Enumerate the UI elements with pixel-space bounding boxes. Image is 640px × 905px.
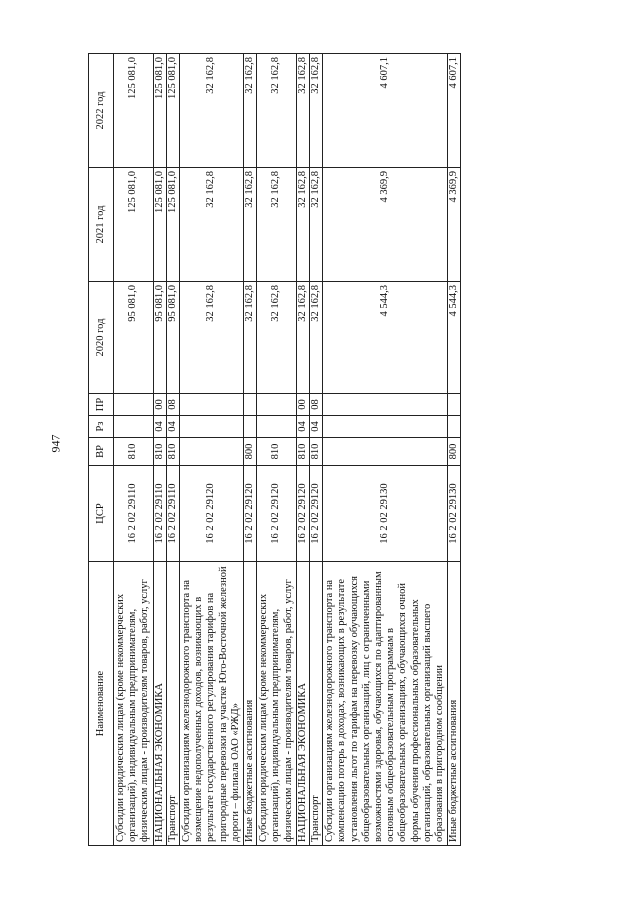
row-2021: 4 369,9 [323,168,448,282]
row-csr: 16 2 02 29120 [257,466,297,562]
table-row [323,54,448,846]
table-row [310,54,323,846]
row-vr: 810 [114,438,154,466]
table-header-row [89,54,114,846]
budget-table [88,53,461,846]
row-2020: 32 162,8 [310,282,323,394]
row-rz: 04 [153,416,166,438]
row-vr: 810 [310,438,323,466]
row-2022: 4 607,1 [323,54,448,168]
row-2021: 32 162,8 [310,168,323,282]
row-csr: 16 2 02 29110 [166,466,179,562]
budget-table-container [88,54,558,846]
row-2022: 125 081,0 [166,54,179,168]
table-row [448,54,461,846]
row-rz [257,416,297,438]
row-2021: 4 369,9 [448,168,461,282]
table-row [296,54,309,846]
table-row [114,54,154,846]
table-row [244,54,257,846]
row-2021: 125 081,0 [153,168,166,282]
header-2022: 2022 год [89,54,114,168]
row-2022: 32 162,8 [244,54,257,168]
row-name: Субсидии организациям железнодорожного транспорта на возмещение недополученных доходов, возникающих в результате государственного регулирования тарифов на пригородные перевозки на участке Юго-Восточной железной дороги – филиала ОАО «РЖД» [180,562,244,846]
row-vr [180,438,244,466]
header-rz: Рз [89,416,114,438]
row-csr: 16 2 02 29120 [296,466,309,562]
row-2022: 32 162,8 [310,54,323,168]
row-csr: 16 2 02 29130 [448,466,461,562]
row-vr: 800 [448,438,461,466]
row-2020: 32 162,8 [257,282,297,394]
row-vr: 800 [244,438,257,466]
header-2021: 2021 год [89,168,114,282]
row-2022: 125 081,0 [114,54,154,168]
row-csr: 16 2 02 29120 [244,466,257,562]
row-pr: 00 [153,394,166,416]
row-2021: 125 081,0 [166,168,179,282]
row-name: Транспорт [166,562,179,846]
row-csr: 16 2 02 29110 [114,466,154,562]
row-2021: 32 162,8 [244,168,257,282]
row-vr: 810 [153,438,166,466]
row-2020: 95 081,0 [114,282,154,394]
row-pr [180,394,244,416]
row-2022: 32 162,8 [296,54,309,168]
row-rz: 04 [166,416,179,438]
row-rz: 04 [310,416,323,438]
table-row [153,54,166,846]
row-name: Субсидии организациям железнодорожного транспорта на компенсацию потерь в доходах, возникающих в результате установления льгот по тарифам на перевозку обучающихся общеобразовательных организаций, лиц с ограниченными возможностями здоровья, обучающихся по адаптированным основным общеобразовательным программам в общеобразовательных организациях, обучающихся очной формы обучения профессиональных образовательных организаций, образовательных организаций высшего образования в пригородном сообщении [323,562,448,846]
row-2022: 32 162,8 [180,54,244,168]
row-2020: 95 081,0 [166,282,179,394]
row-name: Транспорт [310,562,323,846]
row-csr: 16 2 02 29110 [153,466,166,562]
row-rz [180,416,244,438]
row-pr [448,394,461,416]
row-name: НАЦИОНАЛЬНАЯ ЭКОНОМИКА [153,562,166,846]
row-2020: 32 162,8 [296,282,309,394]
row-pr: 00 [296,394,309,416]
header-pr: ПР [89,394,114,416]
row-pr: 08 [166,394,179,416]
row-pr [323,394,448,416]
row-2021: 32 162,8 [257,168,297,282]
row-rz [323,416,448,438]
row-rz [244,416,257,438]
row-pr [257,394,297,416]
row-2021: 125 081,0 [114,168,154,282]
row-2020: 4 544,3 [323,282,448,394]
header-2020: 2020 год [89,282,114,394]
header-name: Наименование [89,562,114,846]
row-csr: 16 2 02 29120 [180,466,244,562]
row-name: Субсидии юридическим лицам (кроме некоммерческих организаций), индивидуальным предпринимателям, физическим лицам - производителям товаров, работ, услуг [114,562,154,846]
row-2020: 95 081,0 [153,282,166,394]
row-2022: 125 081,0 [153,54,166,168]
row-name: НАЦИОНАЛЬНАЯ ЭКОНОМИКА [296,562,309,846]
row-2020: 4 544,3 [448,282,461,394]
row-csr: 16 2 02 29130 [323,466,448,562]
page-number: 947 [48,434,63,453]
row-2021: 32 162,8 [180,168,244,282]
row-rz [114,416,154,438]
table-row [257,54,297,846]
row-name: Иные бюджетные ассигнования [448,562,461,846]
row-rz [448,416,461,438]
row-pr: 08 [310,394,323,416]
table-row [180,54,244,846]
row-vr: 810 [166,438,179,466]
row-2022: 4 607,1 [448,54,461,168]
row-2020: 32 162,8 [180,282,244,394]
row-name: Иные бюджетные ассигнования [244,562,257,846]
row-vr: 810 [296,438,309,466]
row-name: Субсидии юридическим лицам (кроме некоммерческих организаций), индивидуальным предпринимателям, физическим лицам - производителям товаров, работ, услуг [257,562,297,846]
row-pr [244,394,257,416]
row-2021: 32 162,8 [296,168,309,282]
row-vr [323,438,448,466]
table-row [166,54,179,846]
row-csr: 16 2 02 29120 [310,466,323,562]
row-2022: 32 162,8 [257,54,297,168]
row-pr [114,394,154,416]
row-vr: 810 [257,438,297,466]
header-vr: ВР [89,438,114,466]
row-rz: 04 [296,416,309,438]
row-2020: 32 162,8 [244,282,257,394]
header-csr: ЦСР [89,466,114,562]
